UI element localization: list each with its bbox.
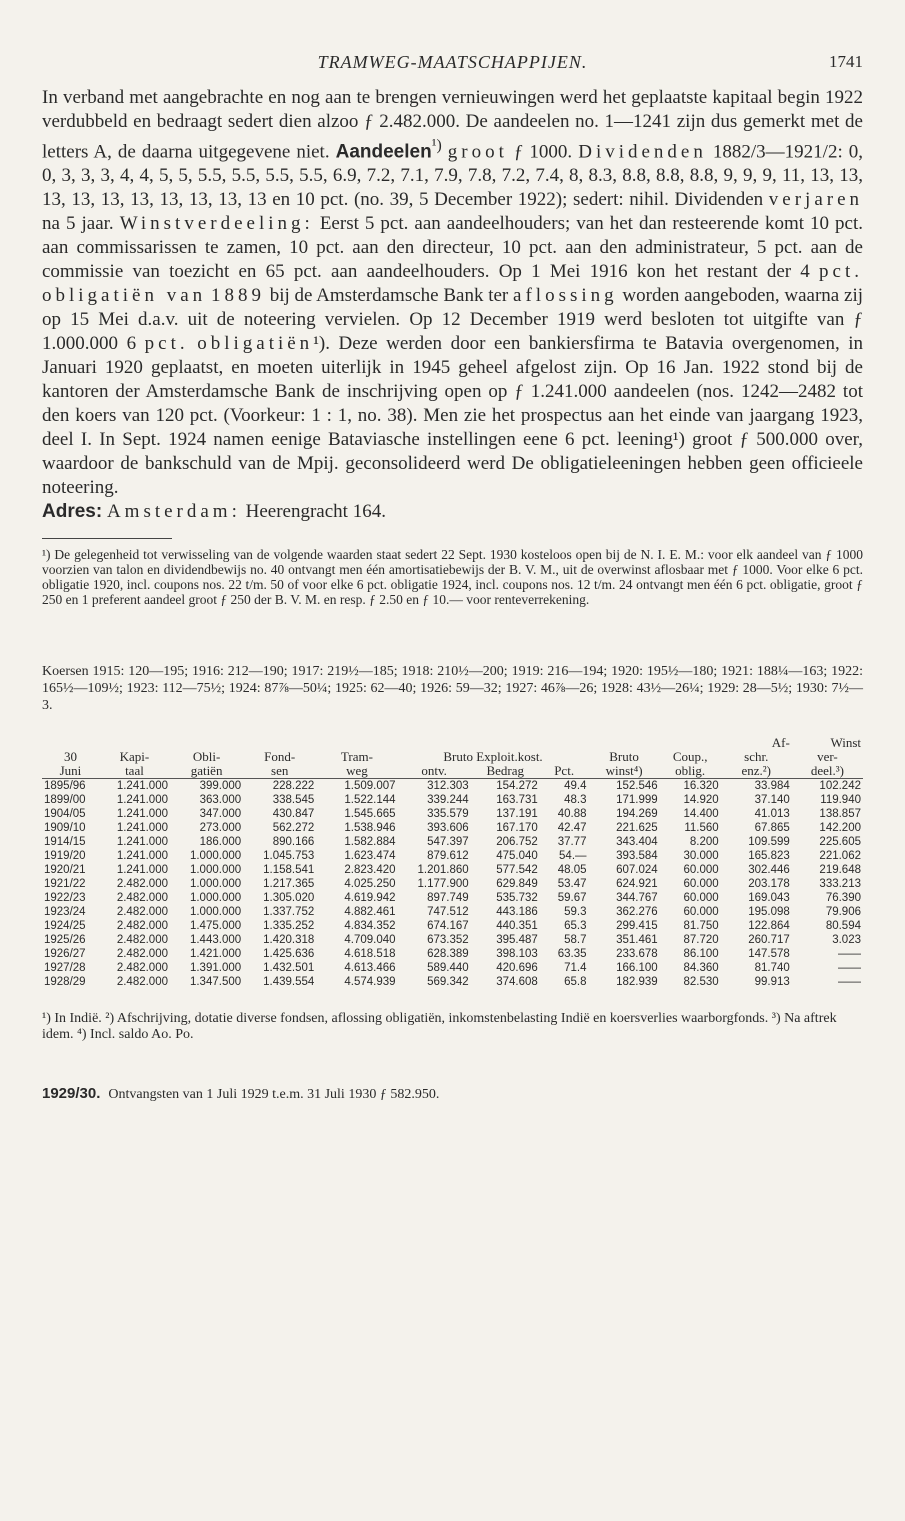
table-cell: 879.612 — [427, 850, 469, 863]
header-cell: Obli- — [192, 749, 221, 765]
table-cell: 37.140 — [754, 794, 790, 807]
table-cell: 1927/28 — [44, 962, 86, 975]
table-cell: 1.241.000 — [116, 822, 168, 835]
table-cell: 1.420.318 — [263, 934, 315, 947]
header-cell: Coup., — [672, 749, 708, 765]
label-obligatien: obligatiën — [197, 333, 314, 355]
table-cell: 219.648 — [819, 864, 861, 877]
text-nominal: ƒ 1000. — [513, 141, 573, 163]
table-cell: 347.000 — [199, 808, 242, 821]
table-cell: 4.619.942 — [344, 892, 396, 905]
table-cell: 1919/20 — [44, 850, 86, 863]
table-cell: 338.545 — [272, 794, 315, 807]
table-cell: 535.732 — [496, 892, 538, 905]
table-cell: 40.88 — [557, 808, 587, 821]
table-cell: 1.000.000 — [189, 892, 242, 905]
table-cell: 166.100 — [616, 962, 658, 975]
table-row — [42, 891, 863, 905]
table-cell: 1.241.000 — [116, 850, 168, 863]
table-cell: 395.487 — [496, 934, 538, 947]
text-profit-distribution: Eerst 5 pct. aan aandeelhouders; van het dan resteerende komt 10 pct. aan commissarissen te zamen, 10 pct. aan den directeur, 10 pct. aan den administrateur, 5 pct. aan de commissie van toezicht en 65 pct. aan aandeelhouders. Op 1 Mei 1916 kon het restant der 4 — [42, 213, 864, 283]
table-cell: 1909/10 — [44, 822, 86, 835]
table-cell: 2.482.000 — [116, 906, 168, 919]
table-cell: 1922/23 — [44, 892, 86, 905]
table-cell: 1.177.900 — [417, 878, 469, 891]
table-cell: 167.170 — [496, 822, 538, 835]
table-cell: 273.000 — [199, 822, 242, 835]
table-cell: —— — [838, 976, 861, 989]
header-cell: enz.²) — [721, 764, 792, 779]
table-cell: 1.241.000 — [116, 808, 168, 821]
table-cell: 154.272 — [496, 780, 538, 793]
table-cell: 1.522.144 — [344, 794, 396, 807]
table-cell: 102.242 — [819, 780, 861, 793]
table-cell: 2.482.000 — [116, 948, 168, 961]
table-cell: 440.351 — [496, 920, 538, 933]
table-row — [42, 947, 863, 961]
table-cell: 30.000 — [683, 850, 719, 863]
footnote-ref: ¹) — [431, 137, 442, 154]
table-cell: 16.320 — [683, 780, 719, 793]
table-cell: 206.752 — [496, 836, 538, 849]
header-cell: Bedrag — [471, 764, 540, 779]
table-cell: 59.3 — [564, 906, 587, 919]
table-cell: 260.717 — [748, 934, 790, 947]
table-cell: 2.482.000 — [116, 962, 168, 975]
table-cell: 76.390 — [825, 892, 861, 905]
table-cell: 1899/00 — [44, 794, 86, 807]
header-cell: sen — [243, 764, 316, 779]
table-cell: 628.389 — [427, 948, 469, 961]
table-cell: 443.186 — [496, 906, 538, 919]
table-cell: 1.000.000 — [189, 850, 242, 863]
table-cell: 1.045.753 — [263, 850, 315, 863]
table-cell: 1925/26 — [44, 934, 86, 947]
table-cell: 624.921 — [616, 878, 658, 891]
table-cell: 1.421.000 — [189, 948, 242, 961]
adres-street: Heerengracht 164. — [245, 501, 386, 523]
header-cell: taal — [99, 764, 170, 779]
table-cell: 1914/15 — [44, 836, 86, 849]
table-cell: 1.509.007 — [344, 780, 396, 793]
table-header-row-mid — [42, 750, 863, 764]
table-cell: 1.158.541 — [263, 864, 315, 877]
table-cell: 138.857 — [819, 808, 861, 821]
table-cell: 8.200 — [689, 836, 719, 849]
adres-city: Amsterdam: — [106, 501, 241, 523]
table-cell: 60.000 — [683, 906, 719, 919]
table-row — [42, 933, 863, 947]
table-cell: 1.241.000 — [116, 864, 168, 877]
table-cell: 60.000 — [683, 864, 719, 877]
table-cell: 194.269 — [616, 808, 658, 821]
table-cell: 54.— — [559, 850, 587, 863]
table-cell: 4.882.461 — [344, 906, 396, 919]
table-cell: 163.731 — [496, 794, 538, 807]
table-cell: 86.100 — [683, 948, 719, 961]
table-row — [42, 961, 863, 975]
table-cell: 343.404 — [616, 836, 658, 849]
ontvangsten-line — [42, 1085, 863, 1103]
table-row — [42, 779, 863, 794]
table-cell: 302.446 — [748, 864, 790, 877]
label-adres: Adres: — [42, 501, 103, 523]
header-cell: Af- — [771, 735, 790, 751]
table-cell: 165.823 — [748, 850, 790, 863]
table-cell: —— — [838, 948, 861, 961]
text-capital: In verband met aangebrachte en nog aan te brengen vernieuwingen werd het geplaatste kapitaal begin 1922 verdubbeld en bedraagt sedert dien alzoo ƒ 2.482.000. De aandeelen no. 1—1241 zijn dus gemerkt met de letters A, de daarna uitgegevene niet. — [42, 87, 863, 163]
table-cell: —— — [838, 962, 861, 975]
table-cell: 1923/24 — [44, 906, 86, 919]
table-cell: 14.920 — [683, 794, 719, 807]
table-cell: 41.013 — [754, 808, 790, 821]
header-cell: Pct. — [540, 764, 589, 779]
table-cell: 1.582.884 — [344, 836, 396, 849]
table-cell: 4.613.466 — [344, 962, 396, 975]
table-cell: 1.217.365 — [263, 878, 315, 891]
table-cell: 1921/22 — [44, 878, 86, 891]
header-cell: Juni — [42, 764, 99, 779]
header-cell: Tram- — [340, 749, 373, 765]
table-cell: 1.347.500 — [189, 976, 242, 989]
label-dividenden: Dividenden — [578, 141, 707, 163]
page-header — [42, 52, 863, 86]
table-header-row-bottom — [42, 764, 863, 779]
table-cell: 233.678 — [616, 948, 658, 961]
table-cell: 48.3 — [564, 794, 587, 807]
running-title: TRAMWEG-MAATSCHAPPIJEN. — [317, 52, 588, 72]
table-cell: 109.599 — [748, 836, 790, 849]
table-cell: 362.276 — [616, 906, 658, 919]
table-cell: 84.360 — [683, 962, 719, 975]
header-cell: oblig. — [660, 764, 721, 779]
table-cell: 182.939 — [616, 976, 658, 989]
table-cell: 1904/05 — [44, 808, 86, 821]
table-cell: 589.440 — [427, 962, 469, 975]
label-pct: pct. — [819, 261, 863, 283]
table-cell: 1.000.000 — [189, 864, 242, 877]
table-cell: 53.47 — [557, 878, 587, 891]
table-cell: 1.000.000 — [189, 878, 242, 891]
table-cell: 63.35 — [557, 948, 587, 961]
table-cell: 562.272 — [272, 822, 315, 835]
table-cell: 203.178 — [748, 878, 790, 891]
text-expiry: na 5 jaar. — [42, 213, 114, 235]
table-cell: 393.584 — [616, 850, 658, 863]
table-cell: 673.352 — [427, 934, 469, 947]
table-cell: 674.167 — [427, 920, 469, 933]
table-cell: 897.749 — [427, 892, 469, 905]
ontvangsten-text: Ontvangsten van 1 Juli 1929 t.e.m. 31 Juli 1930 ƒ 582.950. — [108, 1087, 440, 1103]
table-cell: 2.482.000 — [116, 976, 168, 989]
table-cell: 2.482.000 — [116, 934, 168, 947]
table-cell: 299.415 — [616, 920, 658, 933]
table-cell: 4.834.352 — [344, 920, 396, 933]
table-cell: 1.241.000 — [116, 794, 168, 807]
table-cell: 1.391.000 — [189, 962, 242, 975]
table-cell: 629.849 — [496, 878, 538, 891]
table-cell: 221.625 — [616, 822, 658, 835]
table-cell: 1.439.554 — [263, 976, 315, 989]
table-cell: 1.475.000 — [189, 920, 242, 933]
table-cell: 14.400 — [683, 808, 719, 821]
table-cell: 81.740 — [754, 962, 790, 975]
table-cell: 2.482.000 — [116, 920, 168, 933]
table-cell: 333.213 — [819, 878, 861, 891]
table-notes: ¹) In Indië. ²) Afschrijving, dotatie diverse fondsen, aflossing obligatiën, inkomstenbelasting Indië en koersverlies waarborgfonds. ³) Na aftrek idem. ⁴) Incl. saldo Ao. Po. — [42, 1011, 837, 1043]
table-cell: 60.000 — [683, 892, 719, 905]
label-obligatien-van: obligatiën van — [42, 285, 207, 307]
table-cell: 1.443.000 — [189, 934, 242, 947]
table-cell: 225.605 — [819, 836, 861, 849]
table-cell: 42.47 — [557, 822, 587, 835]
table-cell: 430.847 — [272, 808, 315, 821]
table-cell: 577.542 — [496, 864, 538, 877]
table-cell: 1895/96 — [44, 780, 86, 793]
table-cell: 1.241.000 — [116, 836, 168, 849]
footnote: ¹) De gelegenheid tot verwisseling van de volgende waarden staat sedert 22 Sept. 1930 kosteloos open bij de N. I. E. M.: voor elk aandeel van ƒ 1000 voorzien van talon en dividendbewijs no. 40 ontvangt men één amortisatiebewijs der B. V. M., uit de overwinst aflosbaar met ƒ 1000. Voor elke 6 pct. obligatie 1920, incl. coupons nos. 22 t/m. 50 of voor elke 6 pct. obligatie 1924, incl. coupons nos. 12 t/m. 24 ontvangt men één 6 pct. obligatie, groot ƒ 250 en 1 preferent aandeel groot ƒ 250 der B. V. M. en resp. ƒ 2.50 en ƒ 10.— voor renteverrekening. — [42, 547, 863, 608]
table-cell: 1.538.946 — [344, 822, 396, 835]
table-cell: 1928/29 — [44, 976, 86, 989]
table-cell: 4.574.939 — [344, 976, 396, 989]
header-cell: Bruto — [609, 749, 639, 765]
table-cell: 79.906 — [825, 906, 861, 919]
table-row — [42, 919, 863, 933]
koersen-line: Koersen 1915: 120—195; 1916: 212—190; 1917: 219½—185; 1918: 210½—200; 1919: 216—194; 1920: 195½—180; 1921: 188¼—163; 1922: 165½—109½; 1923: 112—75½; 1924: 87⅞—50¼; 1925: 62—40; 1926: 59—32; 1927: 46⅞—26; 1928: 43½—26¼; 1929: 28—5½; 1930: 7½—3. — [42, 664, 863, 714]
table-cell: 1.545.665 — [344, 808, 396, 821]
table-cell: 607.024 — [616, 864, 658, 877]
table-cell: 1.241.000 — [116, 780, 168, 793]
table-cell: 122.864 — [748, 920, 790, 933]
table-cell: 420.696 — [496, 962, 538, 975]
table-cell: 67.865 — [754, 822, 790, 835]
label-winstverdeeling: Winstverdeeling: — [119, 213, 314, 235]
text-dividends: 1882/3—1921/2: 0, 0, 3, 3, 3, 4, 4, 5, 5, 5.5, 5.5, 5.5, 5.5, 6.9, 7.2, 7.1, 7.9, 7.8, 7.2, 7.4, 8, 8.3, 8.8, 8.8, 8.8, 9, 9, 9, 11, 13, 13, 13, 13, 13, 13, 13, 13, 13, 13 en 10 pct. (no. 39, 5 December 1922); sedert: nihil. Dividenden — [42, 141, 864, 211]
table-cell: 4.025.250 — [344, 878, 396, 891]
table-cell: 1926/27 — [44, 948, 86, 961]
table-cell: 65.8 — [564, 976, 587, 989]
table-row — [42, 821, 863, 835]
table-cell: 152.546 — [616, 780, 658, 793]
table-cell: 33.984 — [754, 780, 790, 793]
table-cell: 4.709.040 — [344, 934, 396, 947]
table-cell: 1.335.252 — [263, 920, 315, 933]
table-cell: 547.397 — [427, 836, 469, 849]
table-cell: 1.337.752 — [263, 906, 315, 919]
table-cell: 1.305.020 — [263, 892, 315, 905]
text-bank: bij de Amsterdamsche Bank ter — [269, 285, 509, 307]
table-cell: 99.913 — [754, 976, 790, 989]
table-cell: 890.166 — [272, 836, 315, 849]
table-cell: 339.244 — [427, 794, 469, 807]
header-cell: schr. — [744, 749, 769, 765]
table-cell: 2.823.420 — [344, 864, 396, 877]
table-cell: 37.77 — [557, 836, 587, 849]
table-cell: 81.750 — [683, 920, 719, 933]
text-issue: worden aangeboden, waarna zij op 15 Mei d.a.v. uit de noteering vervielen. Op 12 December 1919 werd besloten tot uitgifte van ƒ 1.000.000 6 — [42, 285, 863, 355]
table-cell: 1.623.474 — [344, 850, 396, 863]
table-cell: 2.482.000 — [116, 892, 168, 905]
footnote-ref-2: ¹). — [313, 333, 330, 355]
table-cell: 147.578 — [748, 948, 790, 961]
label-aandeelen: Aandeelen — [335, 141, 432, 163]
financial-table — [42, 736, 863, 989]
label-pct-2: pct. — [144, 333, 189, 355]
table-cell: 374.608 — [496, 976, 538, 989]
header-cell: ver- — [817, 749, 838, 765]
table-cell: 569.342 — [427, 976, 469, 989]
table-row — [42, 863, 863, 877]
label-verjaren: verjaren — [768, 189, 864, 211]
table-cell: 80.594 — [825, 920, 861, 933]
table-cell: 82.530 — [683, 976, 719, 989]
table-cell: 1920/21 — [44, 864, 86, 877]
table-cell: 1.432.501 — [263, 962, 315, 975]
table-cell: 399.000 — [199, 780, 242, 793]
table-cell: 59.67 — [557, 892, 587, 905]
table-row — [42, 835, 863, 849]
table-cell: 1.425.636 — [263, 948, 315, 961]
table-cell: 119.940 — [820, 794, 861, 807]
table-cell: 312.303 — [427, 780, 469, 793]
table-cell: 58.7 — [564, 934, 587, 947]
table-row — [42, 807, 863, 821]
table-row — [42, 877, 863, 891]
table-cell: 137.191 — [496, 808, 538, 821]
table-cell: 48.05 — [557, 864, 587, 877]
table-cell: 4.618.518 — [344, 948, 396, 961]
table-cell: 363.000 — [199, 794, 242, 807]
table-body — [42, 779, 863, 990]
ontvangsten-year: 1929/30. — [42, 1085, 101, 1103]
table-cell: 398.103 — [496, 948, 538, 961]
table-row — [42, 793, 863, 807]
table-cell: 3.023 — [832, 934, 861, 947]
table-cell: 351.461 — [616, 934, 658, 947]
table-cell: 71.4 — [564, 962, 587, 975]
table-cell: 186.000 — [199, 836, 242, 849]
footnote-divider — [42, 538, 172, 539]
label-aflossing: aflossing — [513, 285, 618, 307]
table-row — [42, 975, 863, 989]
table-row — [42, 849, 863, 863]
table-cell: 475.040 — [496, 850, 538, 863]
table-cell: 171.999 — [616, 794, 658, 807]
header-cell: Kapi- — [119, 749, 150, 765]
table-cell: 1.201.860 — [417, 864, 469, 877]
header-cell: ontv. — [398, 764, 471, 779]
page-number: 1741 — [829, 52, 863, 71]
table-cell: 221.062 — [819, 850, 861, 863]
table-cell: 49.4 — [564, 780, 587, 793]
table-cell: 335.579 — [427, 808, 469, 821]
table-cell: 169.043 — [748, 892, 790, 905]
company-description — [42, 86, 863, 524]
table-cell: 65.3 — [564, 920, 587, 933]
table-cell: 195.098 — [748, 906, 790, 919]
table-cell: 2.482.000 — [116, 878, 168, 891]
header-cell: winst⁴) — [589, 764, 660, 779]
table-cell: 87.720 — [683, 934, 719, 947]
table-cell: 344.767 — [616, 892, 658, 905]
table-header-row-top — [42, 736, 863, 750]
label-groot: groot — [447, 141, 508, 163]
header-cell: Winst — [830, 735, 861, 751]
label-year-1889: 1889 — [210, 285, 265, 307]
table-cell: 1.000.000 — [189, 906, 242, 919]
table-cell: 1924/25 — [44, 920, 86, 933]
header-cell: 30 — [63, 749, 77, 765]
header-cell: gatiën — [170, 764, 243, 779]
table-cell: 11.560 — [684, 822, 719, 835]
table-cell: 747.512 — [427, 906, 469, 919]
header-cell: deel.³) — [792, 764, 863, 779]
header-cell: Fond- — [264, 749, 296, 765]
table-row — [42, 905, 863, 919]
table-cell: 60.000 — [683, 878, 719, 891]
text-history: Deze werden door een bankiersfirma te Batavia overgenomen, in Januari 1920 geplaatst, en moeten uiterlijk in 1945 geheel afgelost zijn. Op 16 Jan. 1922 stond bij de kantoren der Amsterdamsche Bank de inschrijving open op ƒ 1.241.000 aandeelen (nos. 1242—2482 tot den koers van 120 pct. (Voorkeur: 1 : 1, no. 38). Men zie het prospectus aan het einde van jaargang 1923, deel I. In Sept. 1924 namen eenige Bataviasche instellingen eene 6 pct. leening¹) groot ƒ 500.000 over, waardoor de bankschuld van de Mpij. geconsolideerd werd De obligatieleeningen hebben geen officieele noteering. — [42, 333, 864, 499]
header-cell: weg — [316, 764, 397, 779]
table-cell: 393.606 — [427, 822, 469, 835]
table-cell: 228.222 — [272, 780, 315, 793]
table-cell: 142.200 — [819, 822, 861, 835]
header-cell: Bruto Exploit.kost. — [443, 749, 543, 765]
